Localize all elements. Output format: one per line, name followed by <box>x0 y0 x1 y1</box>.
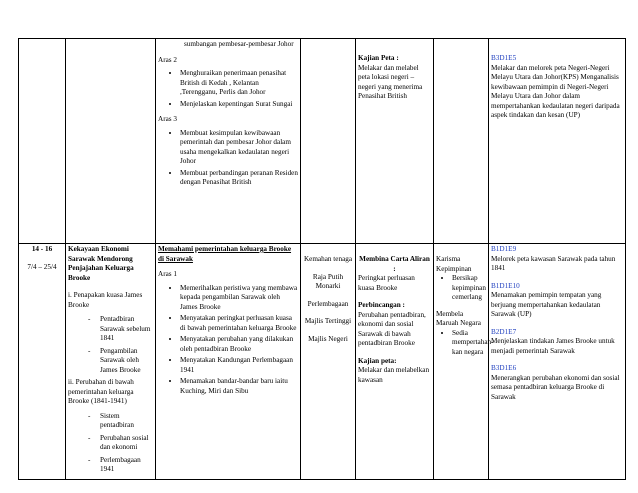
lesson-plan-table <box>18 38 626 480</box>
list-item: - Perubahan sosial dan ekonomi <box>88 434 153 453</box>
concept-cell <box>301 244 356 480</box>
values-list-1 <box>436 274 486 303</box>
performance-code: B3D1E6 <box>491 364 517 372</box>
concept-cell <box>301 39 356 244</box>
performance-code: B2D1E7 <box>491 327 517 336</box>
level-3-list <box>158 129 298 188</box>
list-item: • Bersikap kepimpinan cemerlang <box>452 274 486 303</box>
topic-title: Kekayaan Ekonomi Sarawak Mendorong Penjajahan Keluarga Brooke <box>68 245 134 282</box>
performance-text: Melorek peta kawasan Sarawak pada tahun 1841 <box>491 254 616 272</box>
list-item: • Menamakan bandar-bandar baru iaitu Kuching, Miri dan Sibu <box>180 377 298 396</box>
table-row-2 <box>19 244 626 480</box>
values-list-2 <box>436 328 494 358</box>
performance-text: Menjelaskan tindakan James Brooke untuk menjadi pemerintah Sarawak <box>491 337 615 355</box>
map-study-heading: Kajian Peta : <box>358 54 399 62</box>
discussion-text: Perubahan pentadbiran, ekonomi dan sosial Sarawak di bawah pentadbiran Brooke <box>358 310 426 347</box>
performance-code: B1D1E10 <box>491 281 520 290</box>
flowchart-heading: Membina Carta Aliran : <box>359 255 430 273</box>
level-2-list <box>158 69 298 109</box>
list-item: • Sedia mempertahan-kan negara <box>452 329 486 358</box>
week-cell <box>19 244 66 480</box>
list-item: • Menjelaskan kepentingan Surat Sungai <box>180 100 298 110</box>
week-number: 14 - 16 <box>31 245 53 253</box>
activity-cell <box>356 244 434 480</box>
values-heading: Karisma Kepimpinan <box>436 255 472 273</box>
table-row-1 <box>19 39 626 244</box>
topic-item-ii: ii. Perubahan di bawah pemerintahan keluarga Brooke (1841-1941) <box>68 378 134 405</box>
list-item: • Menyatakan Kandungan Perlembagaan 1941 <box>180 356 298 375</box>
week-date: 7/4 – 25/4 <box>27 262 57 271</box>
performance-text: Melakar dan melorek peta Negeri-Negeri Melayu Utara dan Johor(KPS) Menganalisis kewibawaan pemimpin di Negeri-Negeri Melayu Utara dan Johor dalam mempertahankan kedaulatan negeri daripada aspek tindakan dan kesan (UP) <box>491 63 620 119</box>
list-item: • Menghuraikan penerimaan penasihat British di Kedah , Kelantan ,Terengganu, Perlis dan Johor <box>180 69 298 98</box>
learning-standard-cell <box>156 244 301 480</box>
values-cell <box>434 39 489 244</box>
level-3-title: Aras 3 <box>158 115 177 123</box>
topic-item-ii-list <box>68 412 153 475</box>
list-item: - Pentadbiran Sarawak sebelum 1841 <box>88 315 153 344</box>
topic-cell <box>66 244 156 480</box>
concept-item: Majlis Negeri <box>308 334 348 343</box>
list-item: - Pengambilan Sarawak oleh James Brooke <box>88 347 153 376</box>
values-heading-2: Membela Maruah Negara <box>436 309 481 327</box>
learning-standard-cell <box>156 39 301 244</box>
concept-item: Perlembagaan <box>307 299 349 308</box>
list-item: • Memerihalkan peristiwa yang membawa kepada pengambilan Sarawak oleh James Brooke <box>180 284 298 313</box>
list-item: • Menyatakan peringkat perluasan kuasa di bawah pemerintahan keluarga Brooke <box>180 314 298 333</box>
list-item: • Menyatakan perubahan yang dilakukan oleh pentadbiran Brooke <box>180 335 298 354</box>
contribution-text: sumbangan pembesar-pembesar Johor <box>184 40 294 48</box>
concept-item: Majlis Tertinggi <box>304 317 352 325</box>
map-study-text: Melakar dan melabel peta lokasi negeri – negeri yang menerima Penasihat British <box>358 63 423 100</box>
discussion-heading: Perbincangan : <box>358 301 405 309</box>
level-1-list <box>158 284 298 397</box>
list-item: - Sistem pentadbiran <box>88 412 153 431</box>
topic-item-i-list <box>68 315 153 375</box>
performance-cell <box>489 244 626 480</box>
flowchart-text: Peringkat perluasan kuasa Brooke <box>358 274 415 292</box>
list-item: • Membuat perbandingan peranan Residen dengan Penasihat British <box>180 169 298 188</box>
activity-cell <box>356 39 434 244</box>
concept-item: Monarki <box>315 282 341 290</box>
topic-item-i: i. Penapakan kuasa James Brooke <box>68 291 143 309</box>
map-study-heading: Kajian peta: <box>358 356 397 365</box>
performance-text: Menerangkan perubahan ekonomi dan sosial semasa pentadbiran keluarga Brooke di Sarawak <box>491 373 620 401</box>
standard-title: Memahami pemerintahan keluarga Brooke di Sarawak <box>158 245 292 263</box>
concept-heading: Kemahan tenaga <box>303 255 353 263</box>
topic-cell <box>66 39 156 244</box>
level-1-title: Aras 1 <box>158 270 177 278</box>
performance-code: B1D1E9 <box>491 245 517 253</box>
performance-text: Menamakan pemimpin tempatan yang berjuang mempertahankan kedaulatan Sarawak (UP) <box>491 291 602 318</box>
list-item: - Perlembagaan 1941 <box>88 456 153 475</box>
level-2-title: Aras 2 <box>158 55 177 64</box>
performance-cell <box>489 39 626 244</box>
values-cell <box>434 244 494 480</box>
week-cell <box>19 39 66 244</box>
list-item: • Membuat kesimpulan kewibawaan pemerintah dan pembesar Johor dalam usaha mengekalkan kedaulatan negeri Johor <box>180 129 298 167</box>
performance-code: B3D1E5 <box>491 54 517 62</box>
concept-item: Raja Putih <box>312 272 344 281</box>
map-study-text: Melakar dan melabelkan kawasan <box>358 366 430 384</box>
